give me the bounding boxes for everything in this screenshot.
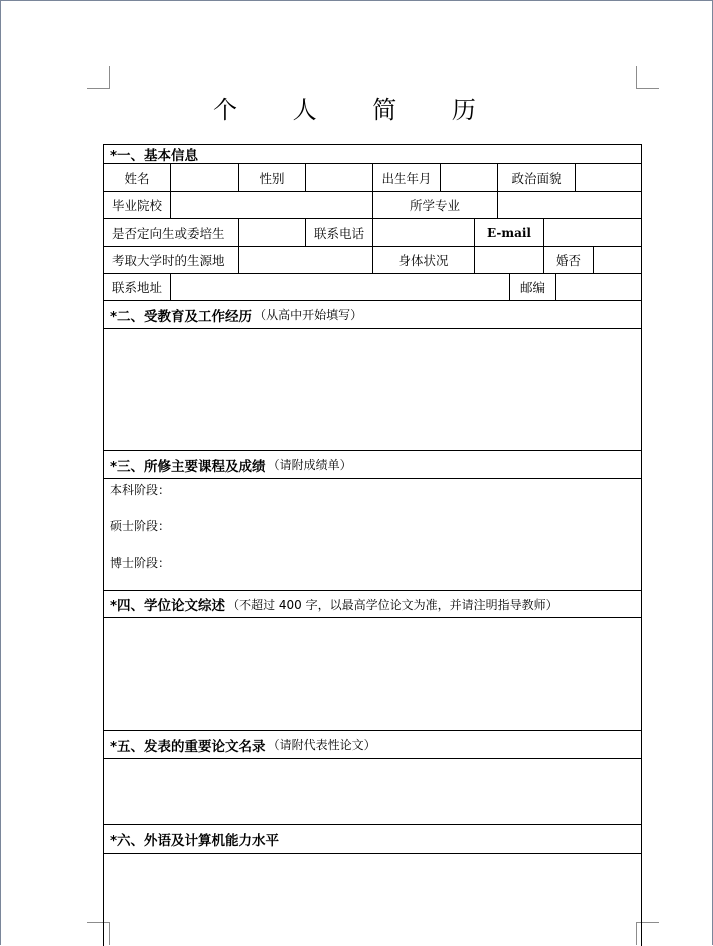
politics-value[interactable] (576, 164, 641, 191)
directed-value[interactable] (239, 219, 305, 246)
postcode-value[interactable] (556, 274, 641, 300)
courses-content-area[interactable] (104, 479, 641, 590)
stage-doctor-label: 博士阶段： (110, 556, 171, 570)
name-value[interactable] (171, 164, 238, 191)
table-border-right (641, 144, 642, 946)
crop-mark-top-left (87, 66, 110, 89)
label-email: E-mail (487, 225, 531, 240)
stage-bachelor-label: 本科阶段： (110, 483, 171, 497)
section-papers-header (104, 731, 641, 758)
section-note: （请附成绩单） (267, 458, 352, 472)
section-label: *四、学位论文综述 (110, 598, 226, 614)
section-thesis-header (104, 591, 641, 617)
label-marital: 婚否 (555, 253, 581, 268)
label-birth: 出生年月 (381, 170, 432, 186)
section-basic-info-header (104, 145, 641, 163)
label-address: 联系地址 (112, 280, 163, 295)
education-content-area[interactable] (104, 329, 641, 450)
thesis-content-area[interactable] (104, 618, 641, 730)
address-value[interactable] (171, 274, 509, 300)
label-gender: 性别 (259, 170, 285, 186)
label-health: 身体状况 (398, 253, 449, 268)
label-major: 所学专业 (409, 198, 460, 213)
label-directed: 是否定向生或委培生 (112, 225, 225, 241)
papers-content-area[interactable] (104, 759, 641, 824)
skills-content-area[interactable] (104, 854, 641, 946)
page-title: 个 人 简 历 (213, 96, 500, 124)
section-label: *二、受教育及工作经历 (110, 308, 253, 325)
section-label: *一、基本信息 (110, 148, 199, 164)
section-label: *六、外语及计算机能力水平 (110, 833, 280, 849)
origin-value[interactable] (239, 247, 372, 273)
major-value[interactable] (498, 192, 641, 218)
section-note: （不超过 400 字，以最高学位论文为准，并请注明指导教师） (227, 597, 558, 612)
section-label: *三、所修主要课程及成绩 (110, 458, 266, 475)
section-education-header (104, 301, 641, 328)
label-name: 姓名 (124, 170, 150, 186)
section-skills-header (104, 825, 641, 853)
section-label: *五、发表的重要论文名录 (110, 738, 266, 755)
section-courses-header (104, 451, 641, 478)
marital-value[interactable] (594, 247, 641, 273)
label-school: 毕业院校 (112, 198, 163, 213)
school-value[interactable] (171, 192, 372, 218)
birth-value[interactable] (441, 164, 497, 191)
label-politics: 政治面貌 (511, 170, 562, 186)
section-note: （请附代表性论文） (267, 738, 376, 752)
stage-master-label: 硕士阶段： (110, 519, 171, 533)
email-value[interactable] (544, 219, 641, 246)
phone-value[interactable] (373, 219, 474, 246)
label-origin: 考取大学时的生源地 (112, 253, 225, 268)
label-phone: 联系电话 (313, 225, 364, 241)
label-postcode: 邮编 (519, 280, 545, 295)
crop-mark-top-right (636, 66, 659, 89)
health-value[interactable] (475, 247, 543, 273)
section-note: （从高中开始填写） (254, 308, 363, 322)
gender-value[interactable] (306, 164, 372, 191)
